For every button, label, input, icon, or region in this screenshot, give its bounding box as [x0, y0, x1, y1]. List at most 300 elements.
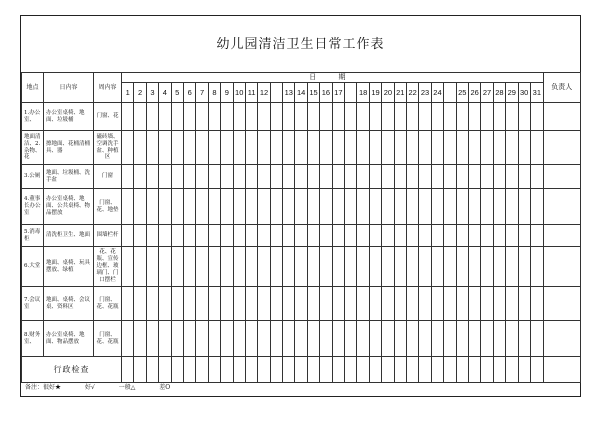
- check-cell[interactable]: [245, 131, 257, 165]
- check-cell[interactable]: [196, 165, 208, 189]
- check-cell[interactable]: [382, 287, 394, 321]
- check-cell[interactable]: [444, 165, 456, 189]
- check-cell[interactable]: [394, 287, 406, 321]
- check-cell[interactable]: [481, 165, 493, 189]
- responsible-cell[interactable]: [543, 189, 580, 225]
- check-cell[interactable]: [183, 321, 195, 357]
- check-cell[interactable]: [406, 103, 418, 131]
- check-cell[interactable]: [332, 225, 344, 247]
- check-cell[interactable]: [146, 321, 158, 357]
- check-cell[interactable]: [394, 357, 406, 383]
- check-cell[interactable]: [406, 247, 418, 287]
- check-cell[interactable]: [221, 287, 233, 321]
- check-cell[interactable]: [444, 287, 456, 321]
- check-cell[interactable]: [332, 103, 344, 131]
- check-cell[interactable]: [506, 103, 518, 131]
- responsible-cell[interactable]: [543, 321, 580, 357]
- check-cell[interactable]: [233, 321, 245, 357]
- responsible-cell[interactable]: [543, 103, 580, 131]
- responsible-cell[interactable]: [543, 225, 580, 247]
- check-cell[interactable]: [444, 321, 456, 357]
- check-cell[interactable]: [183, 165, 195, 189]
- check-cell[interactable]: [518, 357, 530, 383]
- check-cell[interactable]: [122, 131, 134, 165]
- check-cell[interactable]: [419, 321, 431, 357]
- check-cell[interactable]: [481, 189, 493, 225]
- responsible-cell[interactable]: [543, 165, 580, 189]
- check-cell[interactable]: [406, 165, 418, 189]
- check-cell[interactable]: [530, 287, 543, 321]
- check-cell[interactable]: [468, 321, 480, 357]
- check-cell[interactable]: [357, 165, 369, 189]
- check-cell[interactable]: [456, 247, 468, 287]
- check-cell[interactable]: [245, 103, 257, 131]
- check-cell[interactable]: [518, 103, 530, 131]
- check-cell[interactable]: [122, 103, 134, 131]
- check-cell[interactable]: [295, 103, 307, 131]
- check-cell[interactable]: [307, 103, 319, 131]
- check-cell[interactable]: [320, 247, 332, 287]
- check-cell[interactable]: [171, 357, 183, 383]
- check-cell[interactable]: [444, 103, 456, 131]
- check-cell[interactable]: [270, 225, 282, 247]
- check-cell[interactable]: [258, 165, 270, 189]
- check-cell[interactable]: [394, 103, 406, 131]
- check-cell[interactable]: [481, 287, 493, 321]
- check-cell[interactable]: [382, 189, 394, 225]
- check-cell[interactable]: [221, 165, 233, 189]
- check-cell[interactable]: [419, 247, 431, 287]
- check-cell[interactable]: [394, 247, 406, 287]
- check-cell[interactable]: [332, 357, 344, 383]
- check-cell[interactable]: [369, 189, 381, 225]
- check-cell[interactable]: [431, 321, 443, 357]
- check-cell[interactable]: [146, 103, 158, 131]
- check-cell[interactable]: [134, 189, 146, 225]
- check-cell[interactable]: [307, 247, 319, 287]
- check-cell[interactable]: [122, 189, 134, 225]
- check-cell[interactable]: [369, 357, 381, 383]
- check-cell[interactable]: [406, 287, 418, 321]
- check-cell[interactable]: [134, 131, 146, 165]
- check-cell[interactable]: [283, 287, 295, 321]
- check-cell[interactable]: [283, 357, 295, 383]
- check-cell[interactable]: [493, 357, 505, 383]
- check-cell[interactable]: [394, 165, 406, 189]
- check-cell[interactable]: [382, 103, 394, 131]
- check-cell[interactable]: [357, 321, 369, 357]
- check-cell[interactable]: [431, 357, 443, 383]
- check-cell[interactable]: [332, 131, 344, 165]
- check-cell[interactable]: [196, 225, 208, 247]
- check-cell[interactable]: [122, 225, 134, 247]
- check-cell[interactable]: [468, 189, 480, 225]
- check-cell[interactable]: [332, 189, 344, 225]
- check-cell[interactable]: [134, 103, 146, 131]
- check-cell[interactable]: [320, 357, 332, 383]
- check-cell[interactable]: [345, 225, 357, 247]
- check-cell[interactable]: [518, 225, 530, 247]
- check-cell[interactable]: [468, 247, 480, 287]
- check-cell[interactable]: [406, 189, 418, 225]
- check-cell[interactable]: [543, 357, 580, 383]
- check-cell[interactable]: [171, 247, 183, 287]
- check-cell[interactable]: [245, 165, 257, 189]
- check-cell[interactable]: [258, 103, 270, 131]
- check-cell[interactable]: [468, 357, 480, 383]
- check-cell[interactable]: [382, 225, 394, 247]
- check-cell[interactable]: [196, 189, 208, 225]
- check-cell[interactable]: [357, 189, 369, 225]
- check-cell[interactable]: [307, 225, 319, 247]
- check-cell[interactable]: [431, 287, 443, 321]
- check-cell[interactable]: [208, 165, 220, 189]
- check-cell[interactable]: [332, 165, 344, 189]
- check-cell[interactable]: [506, 321, 518, 357]
- check-cell[interactable]: [382, 247, 394, 287]
- check-cell[interactable]: [196, 131, 208, 165]
- check-cell[interactable]: [456, 189, 468, 225]
- check-cell[interactable]: [146, 357, 158, 383]
- check-cell[interactable]: [382, 165, 394, 189]
- check-cell[interactable]: [159, 357, 171, 383]
- check-cell[interactable]: [444, 357, 456, 383]
- check-cell[interactable]: [283, 165, 295, 189]
- check-cell[interactable]: [456, 131, 468, 165]
- check-cell[interactable]: [196, 287, 208, 321]
- check-cell[interactable]: [283, 321, 295, 357]
- check-cell[interactable]: [345, 247, 357, 287]
- check-cell[interactable]: [369, 247, 381, 287]
- check-cell[interactable]: [332, 321, 344, 357]
- check-cell[interactable]: [394, 131, 406, 165]
- check-cell[interactable]: [444, 247, 456, 287]
- check-cell[interactable]: [530, 165, 543, 189]
- check-cell[interactable]: [171, 131, 183, 165]
- check-cell[interactable]: [530, 357, 543, 383]
- check-cell[interactable]: [295, 189, 307, 225]
- check-cell[interactable]: [270, 247, 282, 287]
- check-cell[interactable]: [159, 321, 171, 357]
- check-cell[interactable]: [506, 225, 518, 247]
- check-cell[interactable]: [444, 225, 456, 247]
- check-cell[interactable]: [283, 247, 295, 287]
- check-cell[interactable]: [345, 189, 357, 225]
- check-cell[interactable]: [122, 321, 134, 357]
- check-cell[interactable]: [159, 225, 171, 247]
- check-cell[interactable]: [146, 165, 158, 189]
- check-cell[interactable]: [419, 357, 431, 383]
- check-cell[interactable]: [320, 287, 332, 321]
- check-cell[interactable]: [369, 103, 381, 131]
- check-cell[interactable]: [295, 225, 307, 247]
- check-cell[interactable]: [134, 225, 146, 247]
- check-cell[interactable]: [183, 225, 195, 247]
- check-cell[interactable]: [122, 287, 134, 321]
- check-cell[interactable]: [357, 225, 369, 247]
- check-cell[interactable]: [518, 165, 530, 189]
- check-cell[interactable]: [245, 225, 257, 247]
- check-cell[interactable]: [357, 247, 369, 287]
- check-cell[interactable]: [307, 357, 319, 383]
- check-cell[interactable]: [481, 103, 493, 131]
- check-cell[interactable]: [245, 247, 257, 287]
- check-cell[interactable]: [431, 247, 443, 287]
- check-cell[interactable]: [307, 189, 319, 225]
- check-cell[interactable]: [221, 189, 233, 225]
- check-cell[interactable]: [295, 357, 307, 383]
- check-cell[interactable]: [233, 165, 245, 189]
- check-cell[interactable]: [394, 189, 406, 225]
- check-cell[interactable]: [369, 131, 381, 165]
- check-cell[interactable]: [506, 131, 518, 165]
- check-cell[interactable]: [270, 103, 282, 131]
- check-cell[interactable]: [159, 247, 171, 287]
- check-cell[interactable]: [183, 131, 195, 165]
- check-cell[interactable]: [245, 357, 257, 383]
- check-cell[interactable]: [320, 225, 332, 247]
- check-cell[interactable]: [270, 165, 282, 189]
- check-cell[interactable]: [134, 357, 146, 383]
- check-cell[interactable]: [530, 321, 543, 357]
- check-cell[interactable]: [419, 189, 431, 225]
- check-cell[interactable]: [518, 321, 530, 357]
- check-cell[interactable]: [419, 131, 431, 165]
- check-cell[interactable]: [196, 321, 208, 357]
- check-cell[interactable]: [444, 131, 456, 165]
- check-cell[interactable]: [208, 225, 220, 247]
- check-cell[interactable]: [233, 225, 245, 247]
- check-cell[interactable]: [345, 165, 357, 189]
- check-cell[interactable]: [493, 131, 505, 165]
- check-cell[interactable]: [431, 165, 443, 189]
- check-cell[interactable]: [456, 321, 468, 357]
- check-cell[interactable]: [221, 103, 233, 131]
- check-cell[interactable]: [456, 165, 468, 189]
- check-cell[interactable]: [171, 225, 183, 247]
- check-cell[interactable]: [258, 357, 270, 383]
- check-cell[interactable]: [307, 131, 319, 165]
- check-cell[interactable]: [518, 131, 530, 165]
- check-cell[interactable]: [159, 165, 171, 189]
- check-cell[interactable]: [357, 131, 369, 165]
- check-cell[interactable]: [530, 247, 543, 287]
- check-cell[interactable]: [134, 321, 146, 357]
- check-cell[interactable]: [295, 247, 307, 287]
- check-cell[interactable]: [258, 321, 270, 357]
- check-cell[interactable]: [233, 131, 245, 165]
- check-cell[interactable]: [159, 103, 171, 131]
- check-cell[interactable]: [431, 131, 443, 165]
- check-cell[interactable]: [208, 247, 220, 287]
- check-cell[interactable]: [183, 287, 195, 321]
- check-cell[interactable]: [406, 131, 418, 165]
- check-cell[interactable]: [530, 225, 543, 247]
- check-cell[interactable]: [357, 287, 369, 321]
- check-cell[interactable]: [307, 165, 319, 189]
- check-cell[interactable]: [456, 287, 468, 321]
- check-cell[interactable]: [431, 189, 443, 225]
- check-cell[interactable]: [221, 357, 233, 383]
- check-cell[interactable]: [258, 225, 270, 247]
- check-cell[interactable]: [431, 225, 443, 247]
- check-cell[interactable]: [419, 165, 431, 189]
- check-cell[interactable]: [270, 321, 282, 357]
- check-cell[interactable]: [493, 225, 505, 247]
- check-cell[interactable]: [518, 189, 530, 225]
- check-cell[interactable]: [357, 103, 369, 131]
- check-cell[interactable]: [320, 103, 332, 131]
- check-cell[interactable]: [283, 103, 295, 131]
- check-cell[interactable]: [146, 287, 158, 321]
- check-cell[interactable]: [394, 321, 406, 357]
- check-cell[interactable]: [122, 165, 134, 189]
- check-cell[interactable]: [345, 131, 357, 165]
- check-cell[interactable]: [146, 189, 158, 225]
- check-cell[interactable]: [258, 247, 270, 287]
- check-cell[interactable]: [493, 247, 505, 287]
- check-cell[interactable]: [134, 165, 146, 189]
- check-cell[interactable]: [146, 225, 158, 247]
- check-cell[interactable]: [369, 287, 381, 321]
- check-cell[interactable]: [382, 321, 394, 357]
- check-cell[interactable]: [468, 131, 480, 165]
- check-cell[interactable]: [171, 189, 183, 225]
- check-cell[interactable]: [419, 287, 431, 321]
- check-cell[interactable]: [208, 189, 220, 225]
- check-cell[interactable]: [468, 165, 480, 189]
- check-cell[interactable]: [295, 131, 307, 165]
- responsible-cell[interactable]: [543, 131, 580, 165]
- check-cell[interactable]: [208, 321, 220, 357]
- check-cell[interactable]: [530, 103, 543, 131]
- check-cell[interactable]: [307, 287, 319, 321]
- check-cell[interactable]: [146, 247, 158, 287]
- check-cell[interactable]: [481, 225, 493, 247]
- check-cell[interactable]: [481, 247, 493, 287]
- check-cell[interactable]: [456, 357, 468, 383]
- check-cell[interactable]: [320, 165, 332, 189]
- check-cell[interactable]: [233, 189, 245, 225]
- check-cell[interactable]: [419, 225, 431, 247]
- check-cell[interactable]: [444, 189, 456, 225]
- check-cell[interactable]: [208, 131, 220, 165]
- check-cell[interactable]: [146, 131, 158, 165]
- check-cell[interactable]: [431, 103, 443, 131]
- check-cell[interactable]: [493, 321, 505, 357]
- check-cell[interactable]: [468, 103, 480, 131]
- check-cell[interactable]: [171, 321, 183, 357]
- check-cell[interactable]: [394, 225, 406, 247]
- check-cell[interactable]: [382, 131, 394, 165]
- check-cell[interactable]: [468, 287, 480, 321]
- check-cell[interactable]: [506, 287, 518, 321]
- check-cell[interactable]: [506, 189, 518, 225]
- check-cell[interactable]: [270, 189, 282, 225]
- check-cell[interactable]: [481, 357, 493, 383]
- check-cell[interactable]: [183, 247, 195, 287]
- check-cell[interactable]: [208, 357, 220, 383]
- check-cell[interactable]: [345, 287, 357, 321]
- check-cell[interactable]: [456, 225, 468, 247]
- check-cell[interactable]: [233, 287, 245, 321]
- check-cell[interactable]: [369, 321, 381, 357]
- check-cell[interactable]: [295, 165, 307, 189]
- check-cell[interactable]: [221, 225, 233, 247]
- check-cell[interactable]: [456, 103, 468, 131]
- check-cell[interactable]: [369, 165, 381, 189]
- check-cell[interactable]: [468, 225, 480, 247]
- check-cell[interactable]: [406, 225, 418, 247]
- check-cell[interactable]: [357, 357, 369, 383]
- check-cell[interactable]: [506, 247, 518, 287]
- check-cell[interactable]: [332, 287, 344, 321]
- check-cell[interactable]: [196, 357, 208, 383]
- check-cell[interactable]: [196, 247, 208, 287]
- check-cell[interactable]: [221, 321, 233, 357]
- check-cell[interactable]: [196, 103, 208, 131]
- check-cell[interactable]: [159, 287, 171, 321]
- check-cell[interactable]: [245, 287, 257, 321]
- check-cell[interactable]: [506, 357, 518, 383]
- check-cell[interactable]: [332, 247, 344, 287]
- check-cell[interactable]: [283, 131, 295, 165]
- check-cell[interactable]: [258, 131, 270, 165]
- check-cell[interactable]: [530, 131, 543, 165]
- check-cell[interactable]: [208, 103, 220, 131]
- check-cell[interactable]: [183, 189, 195, 225]
- check-cell[interactable]: [406, 321, 418, 357]
- check-cell[interactable]: [493, 165, 505, 189]
- check-cell[interactable]: [134, 247, 146, 287]
- check-cell[interactable]: [320, 131, 332, 165]
- check-cell[interactable]: [295, 321, 307, 357]
- check-cell[interactable]: [345, 357, 357, 383]
- check-cell[interactable]: [369, 225, 381, 247]
- check-cell[interactable]: [481, 321, 493, 357]
- check-cell[interactable]: [320, 189, 332, 225]
- check-cell[interactable]: [134, 287, 146, 321]
- check-cell[interactable]: [183, 357, 195, 383]
- check-cell[interactable]: [419, 103, 431, 131]
- responsible-cell[interactable]: [543, 287, 580, 321]
- check-cell[interactable]: [270, 357, 282, 383]
- check-cell[interactable]: [245, 321, 257, 357]
- check-cell[interactable]: [122, 247, 134, 287]
- check-cell[interactable]: [506, 165, 518, 189]
- check-cell[interactable]: [406, 357, 418, 383]
- check-cell[interactable]: [183, 103, 195, 131]
- check-cell[interactable]: [345, 103, 357, 131]
- check-cell[interactable]: [159, 189, 171, 225]
- check-cell[interactable]: [258, 287, 270, 321]
- check-cell[interactable]: [530, 189, 543, 225]
- check-cell[interactable]: [295, 287, 307, 321]
- check-cell[interactable]: [258, 189, 270, 225]
- check-cell[interactable]: [283, 225, 295, 247]
- check-cell[interactable]: [221, 247, 233, 287]
- check-cell[interactable]: [270, 287, 282, 321]
- check-cell[interactable]: [171, 165, 183, 189]
- check-cell[interactable]: [493, 189, 505, 225]
- check-cell[interactable]: [208, 287, 220, 321]
- check-cell[interactable]: [320, 321, 332, 357]
- check-cell[interactable]: [345, 321, 357, 357]
- check-cell[interactable]: [221, 131, 233, 165]
- check-cell[interactable]: [233, 357, 245, 383]
- check-cell[interactable]: [233, 247, 245, 287]
- check-cell[interactable]: [233, 103, 245, 131]
